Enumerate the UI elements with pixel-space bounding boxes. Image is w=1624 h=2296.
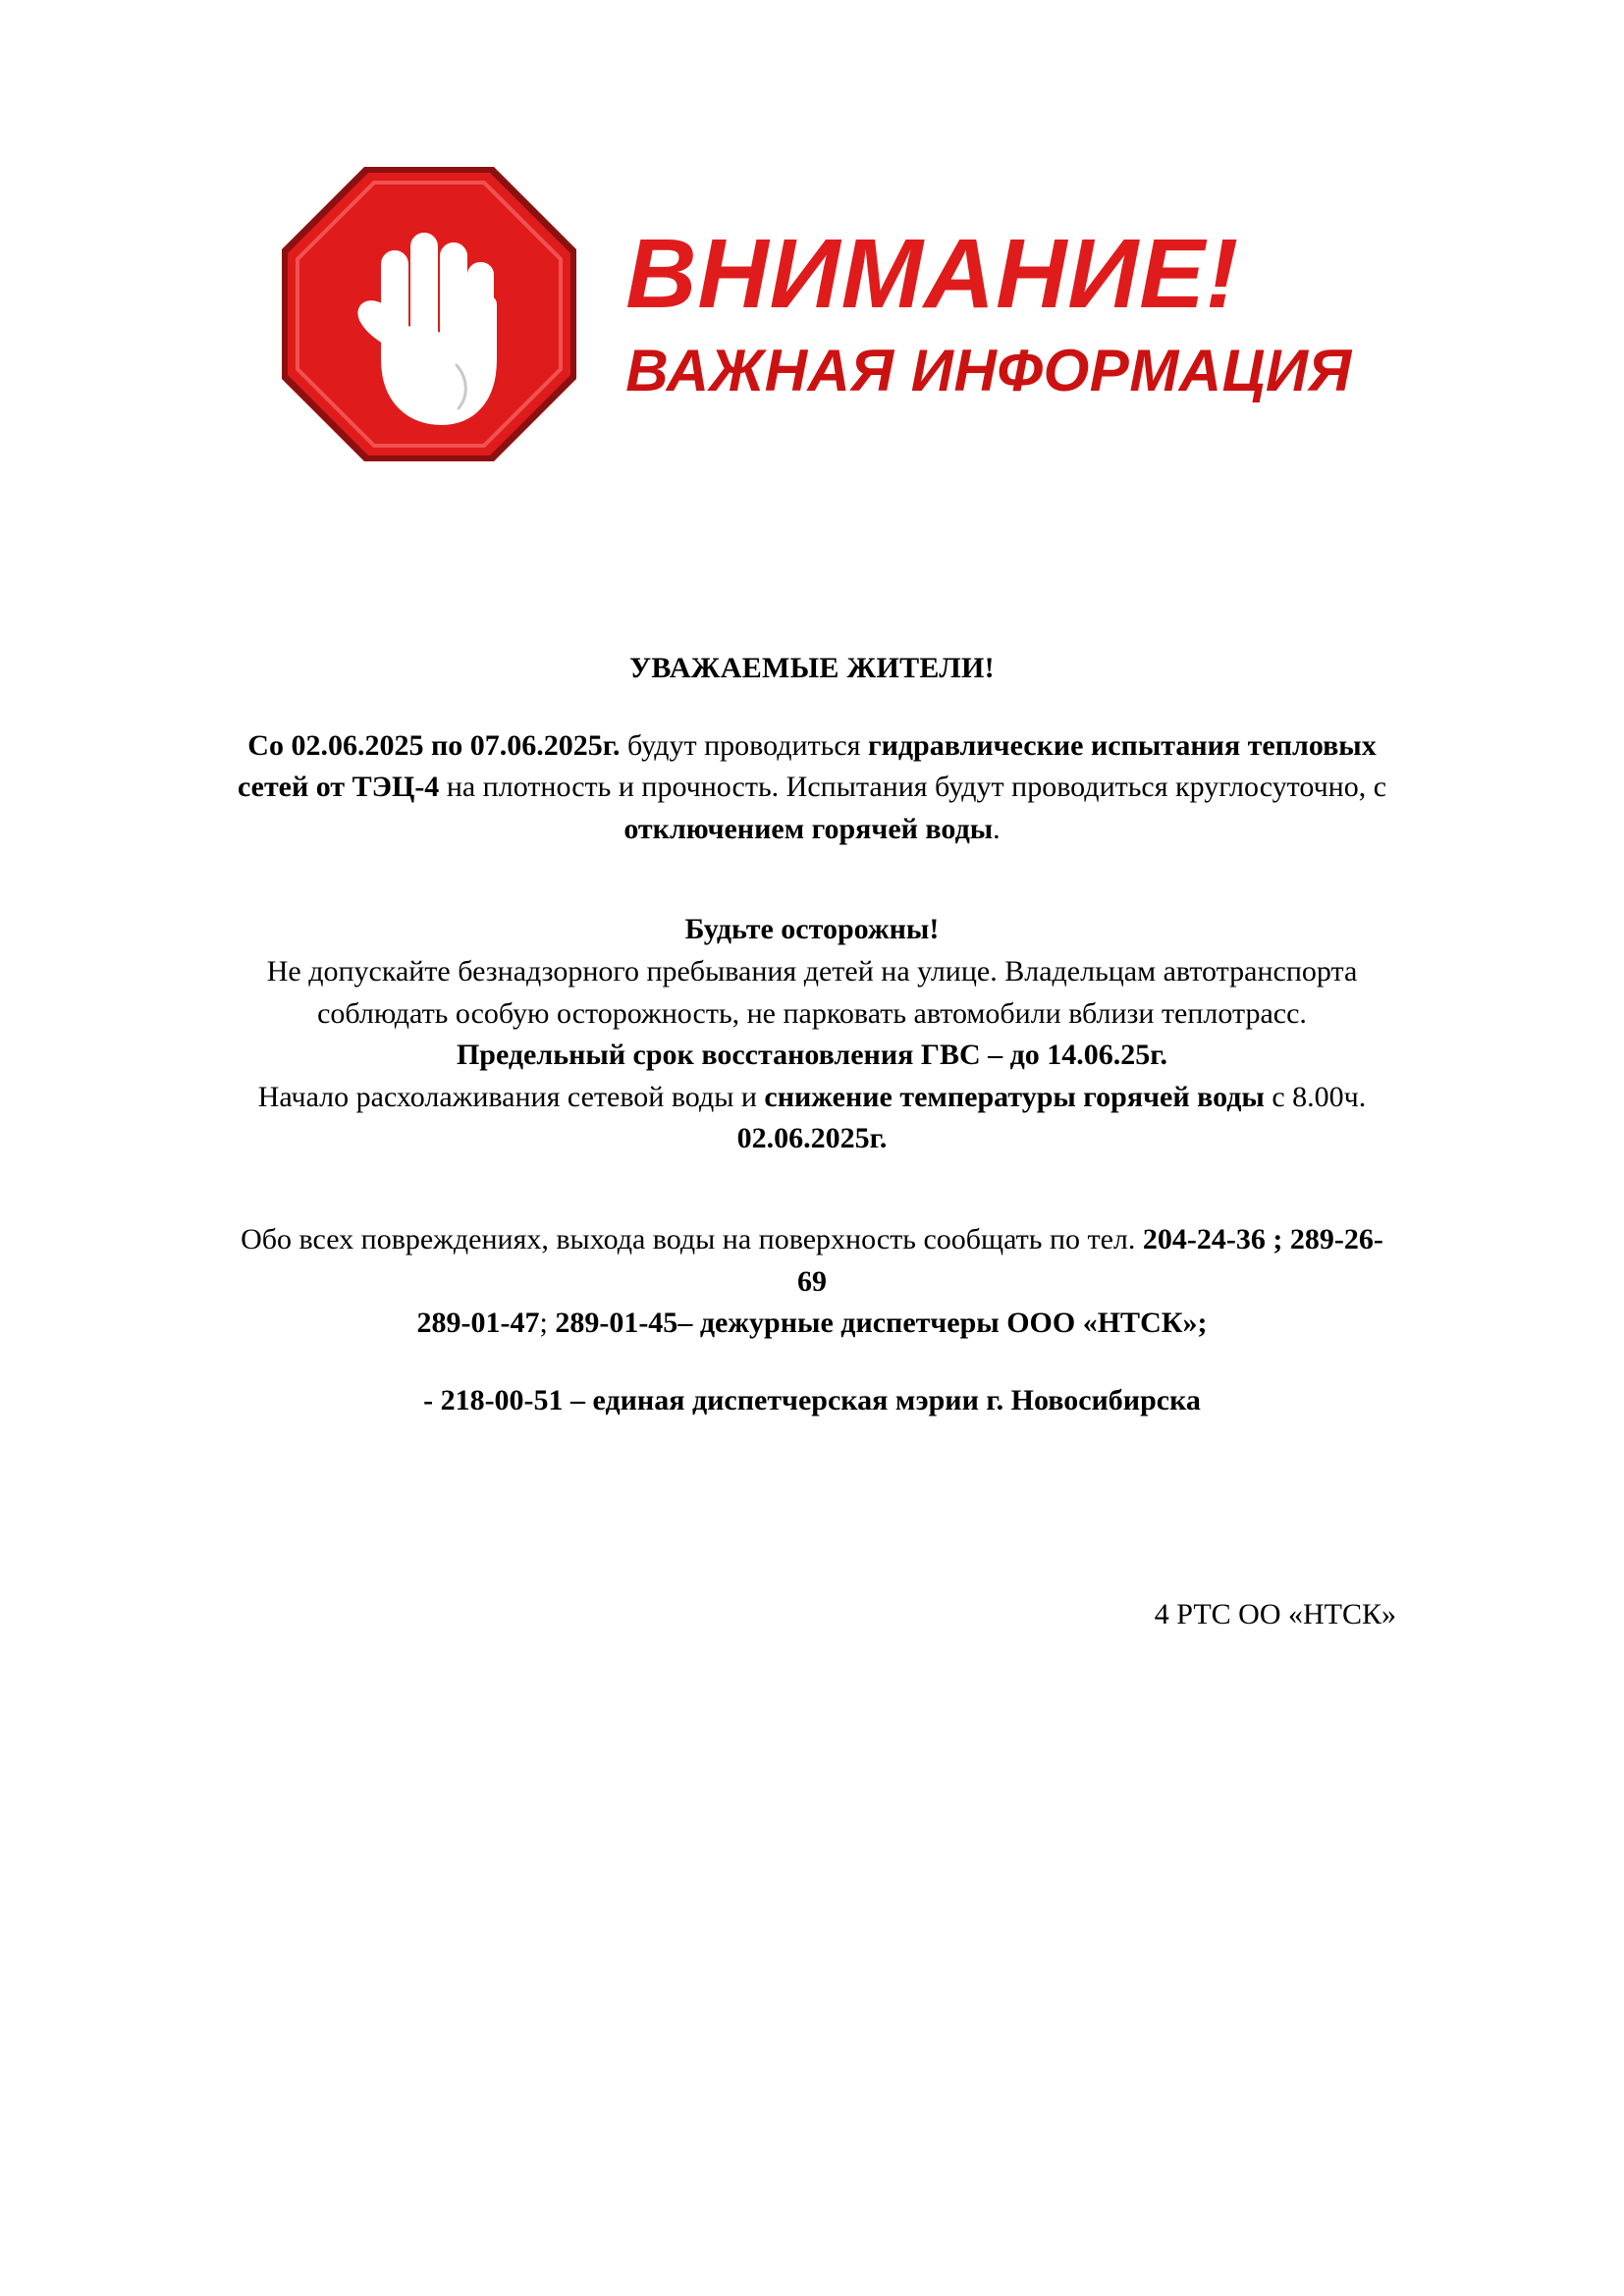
testing-text-2: на плотность и прочность. Испытания будут проводиться круглосуточно, с bbox=[439, 771, 1387, 804]
attention-banner bbox=[0, 147, 1624, 481]
cooldown-text-2: с 8.00ч. bbox=[1264, 1080, 1367, 1113]
restoration-deadline: Предельный срок восстановления ГВС – до 14.06.25г. bbox=[456, 1039, 1168, 1072]
spacer bbox=[228, 1345, 1396, 1380]
spacer bbox=[228, 1160, 1396, 1219]
report-text: Обо всех повреждениях, выхода воды на поверхность сообщать по тел. bbox=[241, 1222, 1143, 1255]
phone-number-3: 289-01-47 bbox=[416, 1307, 540, 1340]
spacer bbox=[228, 850, 1396, 909]
testing-text-1: будут проводиться bbox=[620, 728, 868, 762]
dispatchers-label: – дежурные диспетчеры ООО «НТСК»; bbox=[677, 1307, 1208, 1340]
paragraph-dispatchers bbox=[228, 1303, 1396, 1345]
spacer bbox=[228, 690, 1396, 725]
notice-body bbox=[228, 648, 1396, 1421]
paragraph-testing-period bbox=[228, 725, 1396, 851]
testing-subject: гидравлические испытания тепловых сетей от ТЭЦ-4 bbox=[237, 728, 1377, 804]
cooldown-date: 02.06.2025г. bbox=[736, 1122, 888, 1155]
phone-numbers-primary: 204-24-36 ; 289-26-69 bbox=[797, 1222, 1383, 1298]
paragraph-cooldown bbox=[228, 1077, 1396, 1160]
hot-water-shutoff: отключением горячей воды bbox=[623, 812, 994, 845]
temperature-drop: снижение температуры горячей воды bbox=[764, 1080, 1265, 1113]
cooldown-text-1: Начало расхолаживания сетевой воды и bbox=[257, 1080, 765, 1113]
banner-title: ВНИМАНИЕ! bbox=[625, 218, 1240, 329]
stop-hand-octagon-icon bbox=[272, 157, 586, 471]
caution-heading: Будьте осторожны! bbox=[684, 913, 940, 946]
paragraph-report-damage bbox=[228, 1219, 1396, 1303]
caution-text: Не допускайте безнадзорного пребывания детей на улице. Владельцам автотранспорта соблюдать особую осторожность, не парковать автомобили вблизи теплотрасс. bbox=[266, 954, 1358, 1030]
signature-line: 4 РТС ОО «НТСК» bbox=[1154, 1598, 1396, 1630]
addressee-line: УВАЖАЕМЫЕ ЖИТЕЛИ! bbox=[629, 652, 995, 684]
banner-text-block bbox=[625, 218, 1352, 404]
testing-dates: Со 02.06.2025 по 07.06.2025г. bbox=[247, 728, 621, 762]
dispatchers-sep: ; bbox=[539, 1307, 556, 1340]
testing-text-3: . bbox=[993, 812, 1001, 845]
attention-banner-inner bbox=[272, 157, 1352, 471]
banner-subtitle: ВАЖНАЯ ИНФОРМАЦИЯ bbox=[625, 337, 1352, 403]
phone-number-4: 289-01-45 bbox=[555, 1307, 678, 1340]
city-dispatcher-line: - 218-00-51 – единая диспетчерская мэрии г. Новосибирска bbox=[423, 1383, 1201, 1416]
